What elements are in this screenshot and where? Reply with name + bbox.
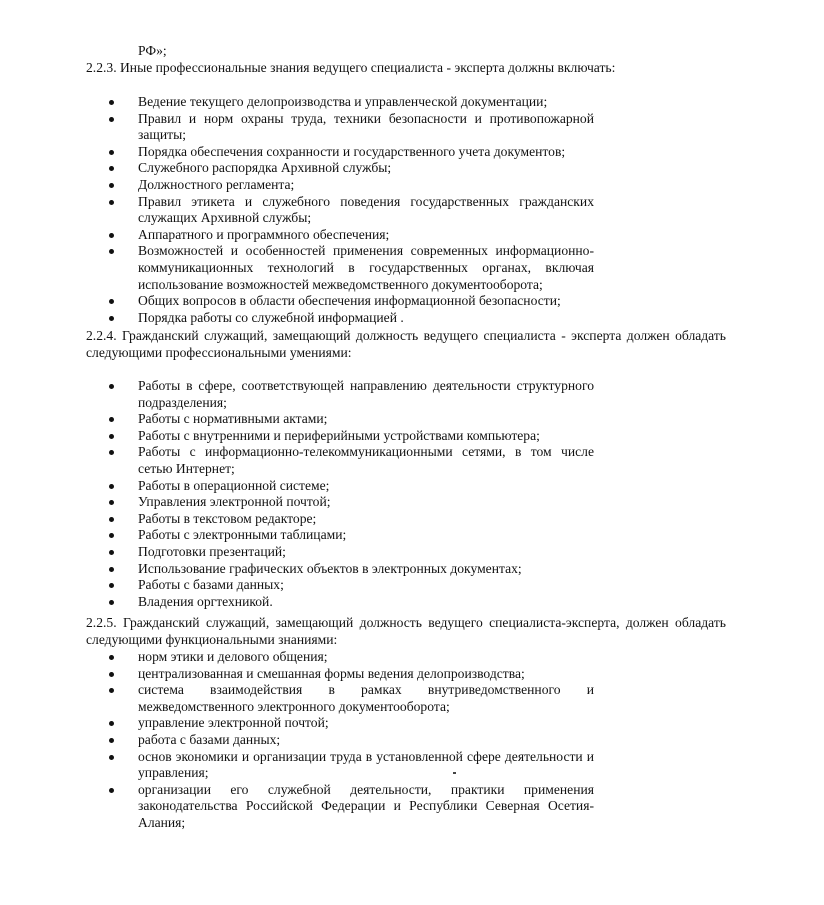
list-item-text: организации его служебной деятельности, практики применения законодательства Российской Федерации и Республики Северная Осетия-Алания;	[138, 781, 594, 830]
list-item-text: Работы в сфере, соответствующей направлению деятельности структурного подразделения;	[138, 378, 594, 410]
bullet-icon	[109, 600, 114, 605]
list-item	[0, 243, 640, 293]
list-item	[0, 160, 640, 177]
list-item-text: Подготовки презентаций;	[138, 543, 286, 559]
list-item	[0, 749, 640, 782]
section-2-2-4-list	[0, 378, 640, 610]
bullet-icon	[109, 434, 114, 439]
section-2-2-3-heading: 2.2.3. Иные профессиональные знания ведущего специалиста - эксперта должны включать:	[86, 60, 616, 75]
list-item-text: Работы с электронными таблицами;	[138, 527, 347, 543]
bullet-icon	[109, 166, 114, 171]
list-item-text: Работы в текстовом редакторе;	[138, 510, 317, 526]
list-item	[0, 94, 640, 111]
list-item-text: Общих вопросов в области обеспечения информационной безопасности;	[138, 293, 561, 309]
bullet-icon	[109, 299, 114, 304]
list-item	[0, 111, 640, 144]
list-item	[0, 494, 640, 511]
list-item	[0, 227, 640, 244]
list-item-text: Должностного регламента;	[138, 176, 295, 192]
list-item-text: Порядка работы со служебной информацией .	[138, 309, 404, 325]
section-2-2-3-list	[0, 94, 640, 326]
list-item-text: Работы с информационно-телекоммуникационными сетями, в том числе сетью Интернет;	[138, 444, 594, 476]
list-item	[0, 428, 640, 445]
bullet-icon	[109, 533, 114, 538]
list-item-text: работа с базами данных;	[138, 731, 281, 747]
bullet-icon	[109, 567, 114, 572]
list-item	[0, 411, 640, 428]
bullet-icon	[109, 384, 114, 389]
list-item-text: Работы с нормативными актами;	[138, 411, 328, 427]
bullet-icon	[109, 484, 114, 489]
list-item	[0, 577, 640, 594]
list-item-text: Работы в операционной системе;	[138, 477, 330, 493]
list-item-text: Работы с базами данных;	[138, 577, 284, 593]
list-item-text: управление электронной почтой;	[138, 715, 329, 731]
list-item-text: Аппаратного и программного обеспечения;	[138, 226, 390, 242]
section-2-2-5-heading: 2.2.5. Гражданский служащий, замещающий должность ведущего специалиста-эксперта, должен обладать следующими функциональными знаниями:	[86, 615, 726, 647]
list-item	[0, 177, 640, 194]
bullet-icon	[109, 450, 114, 455]
bullet-icon	[109, 200, 114, 205]
bullet-icon	[109, 550, 114, 555]
list-item	[0, 478, 640, 495]
bullet-icon	[109, 517, 114, 522]
list-item	[0, 310, 640, 327]
list-item	[0, 732, 640, 749]
bullet-icon	[109, 788, 114, 793]
bullet-icon	[109, 249, 114, 254]
bullet-icon	[109, 183, 114, 188]
list-item	[0, 561, 640, 578]
bullet-icon	[109, 100, 114, 105]
list-item-text: централизованная и смешанная формы ведения делопроизводства;	[138, 665, 525, 681]
list-item-text: система взаимодействия в рамках внутриведомственного и межведомственного электронного документооборота;	[138, 682, 594, 714]
bullet-icon	[109, 500, 114, 505]
list-item	[0, 527, 640, 544]
list-item-text: Служебного распорядка Архивной службы;	[138, 160, 392, 176]
list-item	[0, 544, 640, 561]
bullet-icon	[109, 655, 114, 660]
list-item-text: основ экономики и организации труда в установленной сфере деятельности и управления;	[138, 748, 594, 781]
list-item	[0, 666, 640, 683]
list-item	[0, 649, 640, 666]
list-item-text: Ведение текущего делопроизводства и управленческой документации;	[138, 94, 548, 109]
list-item-text: Порядка обеспечения сохранности и государственного учета документов;	[138, 143, 566, 159]
bullet-icon	[109, 150, 114, 155]
bullet-icon	[109, 672, 114, 677]
list-item	[0, 715, 640, 732]
section-2-2-5-list	[0, 649, 640, 832]
list-item	[0, 144, 640, 161]
bullet-icon	[109, 755, 114, 760]
list-item-text: Владения оргтехникой.	[138, 593, 273, 609]
list-item	[0, 378, 640, 411]
bullet-icon	[109, 738, 114, 743]
intro-continuation	[0, 43, 824, 60]
bullet-icon	[109, 417, 114, 422]
bullet-icon	[109, 583, 114, 588]
list-item	[0, 594, 640, 611]
list-item-text: Работы с внутренними и периферийными устройствами компьютера;	[138, 427, 540, 443]
list-item-text: норм этики и делового общения;	[138, 649, 328, 664]
bullet-icon	[109, 688, 114, 693]
list-item	[0, 194, 640, 227]
intro-tail-text: РФ»;	[138, 43, 167, 58]
bullet-icon	[109, 117, 114, 122]
list-item-text: Управления электронной почтой;	[138, 494, 331, 510]
list-item-text: Правил этикета и служебного поведения государственных гражданских служащих Архивной службы;	[138, 193, 594, 226]
list-item	[0, 682, 640, 715]
list-item-text: Использование графических объектов в электронных документах;	[138, 560, 522, 576]
bullet-icon	[109, 316, 114, 321]
list-item-text: Возможностей и особенностей применения современных информационно-коммуникационных технологий в государственных органах, включая использование возможностей межведомственного документооборота;	[138, 243, 594, 292]
list-item-text: Правил и норм охраны труда, техники безопасности и противопожарной защиты;	[138, 110, 594, 143]
section-2-2-4-heading: 2.2.4. Гражданский служащий, замещающий должность ведущего специалиста - эксперта должен обладать следующими профессиональными умениями:	[86, 328, 726, 360]
list-item	[0, 782, 640, 832]
bullet-icon	[109, 721, 114, 726]
list-item	[0, 444, 640, 477]
list-item	[0, 511, 640, 528]
list-item	[0, 293, 640, 310]
scan-speck	[453, 772, 456, 774]
bullet-icon	[109, 233, 114, 238]
